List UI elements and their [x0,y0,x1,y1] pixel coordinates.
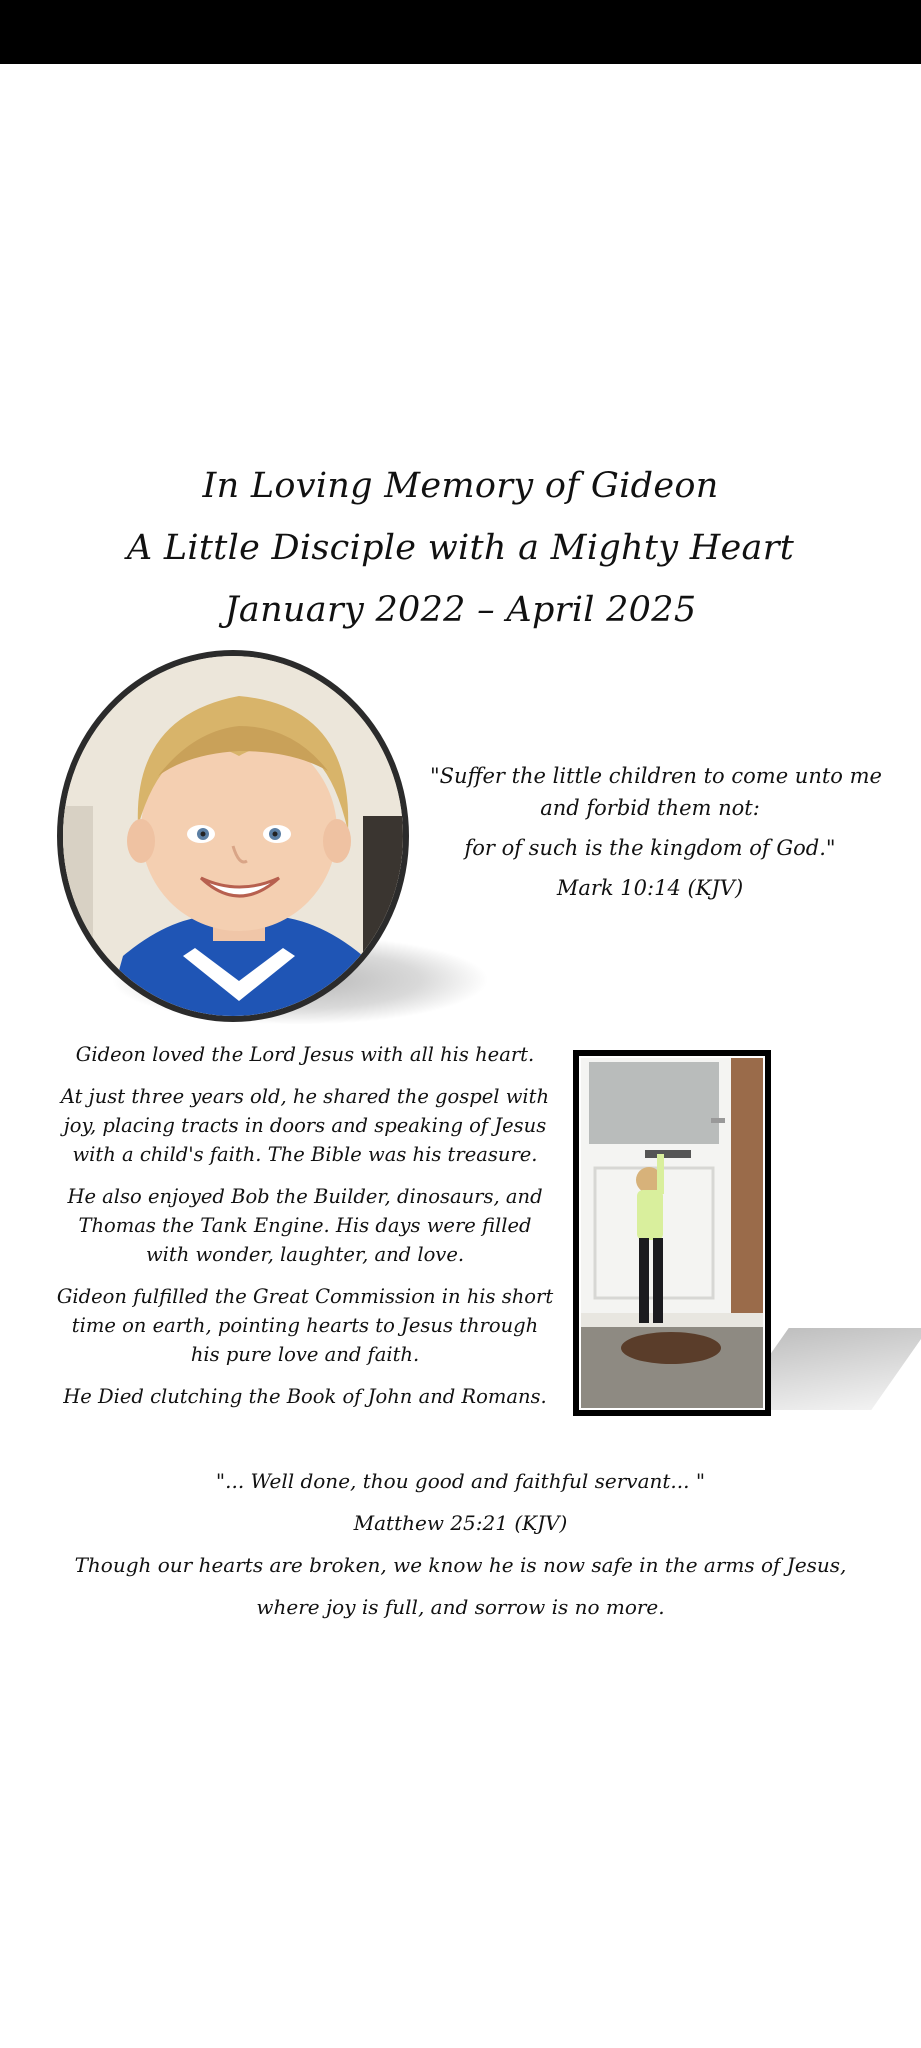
portrait-photo [57,650,409,1022]
top-bar [0,0,921,64]
memorial-story [50,1040,560,1424]
closing-quote: "... Well done, thou good and faithful servant... " [215,1469,706,1493]
closing-reference: Matthew 25:21 (KJV) [353,1511,568,1535]
memorial-title: In Loving Memory of Gideon [202,466,719,506]
story-line: joy, placing tracts in doors and speaking of Jesus [63,1114,547,1137]
scripture-verse [430,760,882,904]
verse-line: "Suffer the little children to come unto me [430,764,882,788]
story-line: At just three years old, he shared the gospel with [60,1085,550,1108]
story-line: Gideon loved the Lord Jesus with all his heart. [75,1043,535,1066]
verse-reference: Mark 10:14 (KJV) [556,876,744,900]
story-paragraph [50,1382,560,1411]
story-line: with a child's faith. The Bible was his treasure. [72,1143,538,1166]
story-line: Gideon fulfilled the Great Commission in his short [56,1285,554,1308]
closing-line: Though our hearts are broken, we know he is now safe in the arms of Jesus, [74,1553,847,1577]
closing-line: where joy is full, and sorrow is no more. [256,1595,665,1619]
memorial-subtitle: A Little Disciple with a Mighty Heart [126,528,795,568]
memorial-dates: January 2022 – April 2025 [224,590,697,630]
story-paragraph [50,1082,560,1169]
story-line: with wonder, laughter, and love. [145,1243,465,1266]
door-photo [573,1050,771,1416]
story-line: He Died clutching the Book of John and Romans. [63,1385,547,1408]
verse-line: and forbid them not: [540,796,760,820]
memorial-header [0,455,921,641]
closing-message [0,1460,921,1628]
story-line: time on earth, pointing hearts to Jesus through [71,1314,539,1337]
story-paragraph [50,1282,560,1369]
story-line: Thomas the Tank Engine. His days were filled [78,1214,532,1237]
story-paragraph [50,1182,560,1269]
verse-line: for of such is the kingdom of God." [464,836,836,860]
story-line: He also enjoyed Bob the Builder, dinosaurs, and [67,1185,543,1208]
story-paragraph [50,1040,560,1069]
story-line: his pure love and faith. [190,1343,420,1366]
